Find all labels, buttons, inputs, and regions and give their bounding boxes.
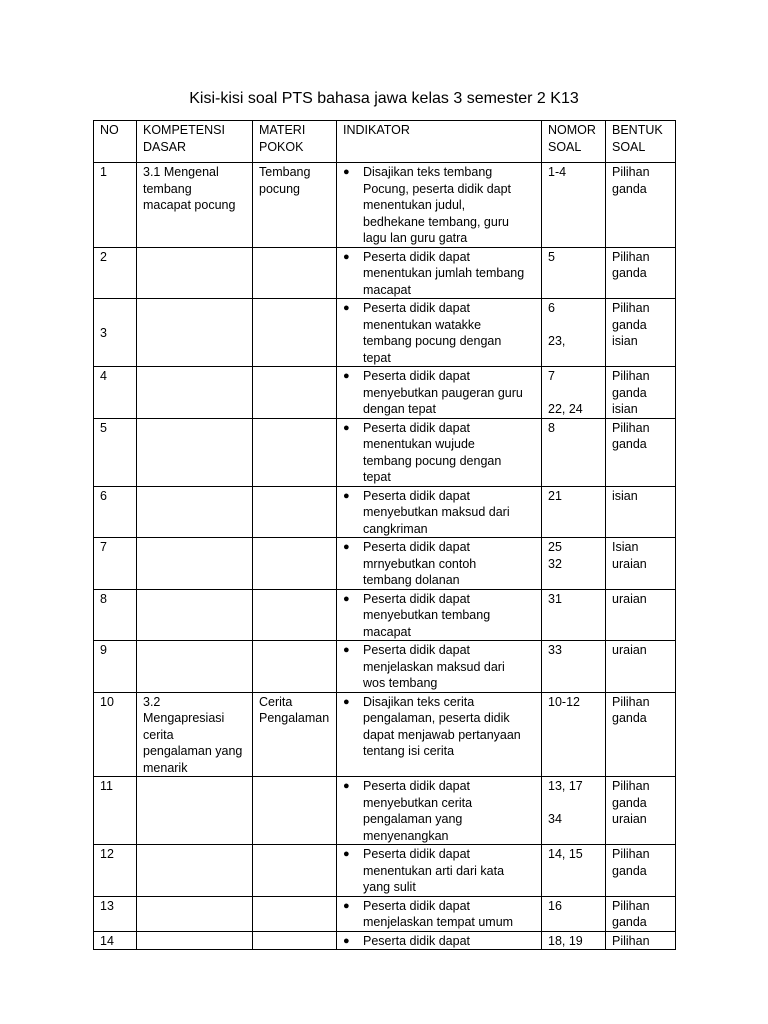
bullet-icon: ● — [343, 370, 350, 382]
table-row — [94, 896, 676, 931]
document-title: Kisi-kisi soal PTS bahasa jawa kelas 3 semester 2 K13 — [189, 90, 579, 107]
cell-bentuk-soal: Pilihan ganda — [606, 692, 676, 777]
bullet-icon: ● — [343, 489, 350, 502]
cell-materi-pokok — [253, 845, 337, 897]
bullet-icon: ● — [343, 780, 350, 792]
indikator-bullet-item: ● Peserta didik dapat menjelaskan maksud dari wos tembang — [343, 643, 505, 690]
bullet-icon: ● — [343, 592, 350, 605]
cell-indikator — [337, 777, 542, 845]
indikator-bullet-item: ● Peserta didik dapat menyebutkan tembang macapat — [343, 591, 491, 639]
cell-indikator — [337, 538, 542, 590]
cell-bentuk-soal: Pilihan ganda uraian — [606, 777, 676, 845]
cell-kompetensi-dasar — [137, 486, 253, 538]
indikator-bullet-item: ● Disajikan teks cerita pengalaman, peserta didik dapat menjawab pertanyaan tentang isi cerita — [343, 694, 521, 758]
table-row — [94, 486, 676, 538]
cell-no: 1 — [94, 163, 137, 248]
cell-kompetensi-dasar — [137, 777, 253, 845]
header-no: NO — [94, 121, 137, 163]
table-row — [94, 641, 676, 693]
indikator-bullet-item: ● Peserta didik dapat menyebutkan maksud dari cangkriman — [343, 488, 510, 536]
cell-no: 5 — [94, 418, 137, 486]
cell-kompetensi-dasar — [137, 641, 253, 693]
cell-no: 3 — [94, 299, 137, 367]
cell-kompetensi-dasar — [137, 931, 253, 950]
cell-nomor-soal: 14, 15 — [542, 845, 606, 897]
cell-indikator — [337, 418, 542, 486]
cell-nomor-soal: 16 — [542, 896, 606, 931]
cell-bentuk-soal: Pilihan ganda — [606, 896, 676, 931]
bullet-icon: ● — [343, 695, 350, 708]
cell-kompetensi-dasar — [137, 299, 253, 367]
cell-kompetensi-dasar — [137, 367, 253, 419]
indikator-bullet-item: ● Peserta didik dapat menentukan jumlah tembang macapat — [343, 249, 525, 297]
cell-materi-pokok — [253, 589, 337, 641]
cell-materi-pokok — [253, 367, 337, 419]
cell-bentuk-soal: uraian — [606, 641, 676, 693]
cell-kompetensi-dasar — [137, 896, 253, 931]
cell-nomor-soal: 5 — [542, 247, 606, 299]
header-materi-pokok: MATERI POKOK — [253, 121, 337, 163]
cell-kompetensi-dasar — [137, 845, 253, 897]
cell-nomor-soal: 25 32 — [542, 538, 606, 590]
kisi-kisi-table — [93, 120, 676, 950]
cell-bentuk-soal: Pilihan ganda — [606, 845, 676, 897]
cell-bentuk-soal: Pilihan ganda isian — [606, 299, 676, 367]
indikator-bullet-item: ● Peserta didik dapat — [343, 933, 471, 948]
cell-indikator — [337, 896, 542, 931]
cell-no: 11 — [94, 777, 137, 845]
indikator-bullet-item: ● Disajikan teks tembang Pocung, peserta didik dapt menentukan judul, bedhekane tembang, guru lagu lan guru gatra — [343, 165, 512, 245]
indikator-bullet-item: ● Peserta didik dapat menjelaskan tempat umum — [343, 898, 514, 929]
table-row — [94, 418, 676, 486]
bullet-icon: ● — [343, 250, 350, 263]
cell-nomor-soal: 8 — [542, 418, 606, 486]
cell-materi-pokok — [253, 641, 337, 693]
cell-indikator — [337, 641, 542, 693]
cell-materi-pokok: Tembang pocung — [253, 163, 337, 248]
cell-materi-pokok — [253, 538, 337, 590]
cell-bentuk-soal: isian — [606, 486, 676, 538]
cell-kompetensi-dasar — [137, 247, 253, 299]
bullet-icon: ● — [343, 934, 350, 947]
cell-nomor-soal: 33 — [542, 641, 606, 693]
cell-no: 7 — [94, 538, 137, 590]
cell-nomor-soal: 1-4 — [542, 163, 606, 248]
bullet-icon: ● — [343, 302, 350, 314]
cell-nomor-soal: 31 — [542, 589, 606, 641]
cell-nomor-soal: 18, 19 — [542, 931, 606, 950]
cell-no: 4 — [94, 367, 137, 419]
bullet-icon: ● — [343, 166, 350, 178]
cell-kompetensi-dasar: 3.2 Mengapresiasi cerita pengalaman yang menarik — [137, 692, 253, 777]
cell-nomor-soal: 10-12 — [542, 692, 606, 777]
indikator-bullet-item: ● Peserta didik dapat menyebutkan paugeran guru dengan tepat — [343, 369, 523, 416]
cell-bentuk-soal: Pilihan ganda — [606, 247, 676, 299]
indikator-bullet-item: ● Peserta didik dapat menentukan arti dari kata yang sulit — [343, 847, 505, 894]
bullet-icon: ● — [343, 644, 350, 656]
cell-no: 9 — [94, 641, 137, 693]
table-row — [94, 538, 676, 590]
table-row — [94, 692, 676, 777]
cell-bentuk-soal: Pilihan ganda — [606, 418, 676, 486]
table-row — [94, 367, 676, 419]
cell-no: 13 — [94, 896, 137, 931]
bullet-icon: ● — [343, 899, 350, 912]
indikator-bullet-item: ● Peserta didik dapat menyebutkan cerita pengalaman yang menyenangkan — [343, 779, 473, 843]
cell-kompetensi-dasar: 3.1 Mengenal tembang macapat pocung — [137, 163, 253, 248]
cell-no: 8 — [94, 589, 137, 641]
header-nomor-soal: NOMOR SOAL — [542, 121, 606, 163]
table-row — [94, 777, 676, 845]
cell-indikator — [337, 845, 542, 897]
cell-indikator — [337, 486, 542, 538]
cell-nomor-soal: 13, 17 34 — [542, 777, 606, 845]
indikator-bullet-item: ● Peserta didik dapat menentukan wujude tembang pocung dengan tepat — [343, 420, 502, 484]
cell-materi-pokok — [253, 486, 337, 538]
cell-bentuk-soal: Isian uraian — [606, 538, 676, 590]
table-row — [94, 589, 676, 641]
cell-no: 6 — [94, 486, 137, 538]
cell-materi-pokok — [253, 247, 337, 299]
cell-kompetensi-dasar — [137, 589, 253, 641]
cell-no: 2 — [94, 247, 137, 299]
cell-kompetensi-dasar — [137, 538, 253, 590]
cell-indikator — [337, 692, 542, 777]
cell-bentuk-soal: Pilihan — [606, 931, 676, 950]
bullet-icon: ● — [343, 541, 350, 553]
cell-materi-pokok — [253, 418, 337, 486]
cell-indikator — [337, 299, 542, 367]
cell-indikator — [337, 931, 542, 950]
table-row — [94, 163, 676, 248]
cell-materi-pokok — [253, 299, 337, 367]
indikator-bullet-item: ● Peserta didik dapat mrnyebutkan contoh tembang dolanan — [343, 540, 477, 587]
cell-indikator — [337, 589, 542, 641]
cell-no: 12 — [94, 845, 137, 897]
indikator-bullet-item: ● Peserta didik dapat menentukan watakke tembang pocung dengan tepat — [343, 301, 502, 365]
cell-indikator — [337, 247, 542, 299]
cell-kompetensi-dasar — [137, 418, 253, 486]
table-row — [94, 299, 676, 367]
table-row — [94, 247, 676, 299]
header-indikator: INDIKATOR — [337, 121, 542, 163]
cell-bentuk-soal: uraian — [606, 589, 676, 641]
cell-nomor-soal: 6 23, — [542, 299, 606, 367]
table-row — [94, 845, 676, 897]
table-row — [94, 931, 676, 950]
bullet-icon: ● — [343, 421, 350, 434]
cell-nomor-soal: 21 — [542, 486, 606, 538]
bullet-icon: ● — [343, 848, 350, 860]
cell-materi-pokok — [253, 777, 337, 845]
cell-materi-pokok — [253, 896, 337, 931]
cell-materi-pokok: Cerita Pengalaman — [253, 692, 337, 777]
cell-bentuk-soal: Pilihan ganda isian — [606, 367, 676, 419]
cell-no: 14 — [94, 931, 137, 950]
cell-materi-pokok — [253, 931, 337, 950]
cell-no: 10 — [94, 692, 137, 777]
cell-indikator — [337, 163, 542, 248]
table-header-row — [94, 121, 676, 163]
cell-indikator — [337, 367, 542, 419]
cell-bentuk-soal: Pilihan ganda — [606, 163, 676, 248]
header-kompetensi-dasar: KOMPETENSI DASAR — [137, 121, 253, 163]
header-bentuk-soal: BENTUK SOAL — [606, 121, 676, 163]
cell-nomor-soal: 7 22, 24 — [542, 367, 606, 419]
